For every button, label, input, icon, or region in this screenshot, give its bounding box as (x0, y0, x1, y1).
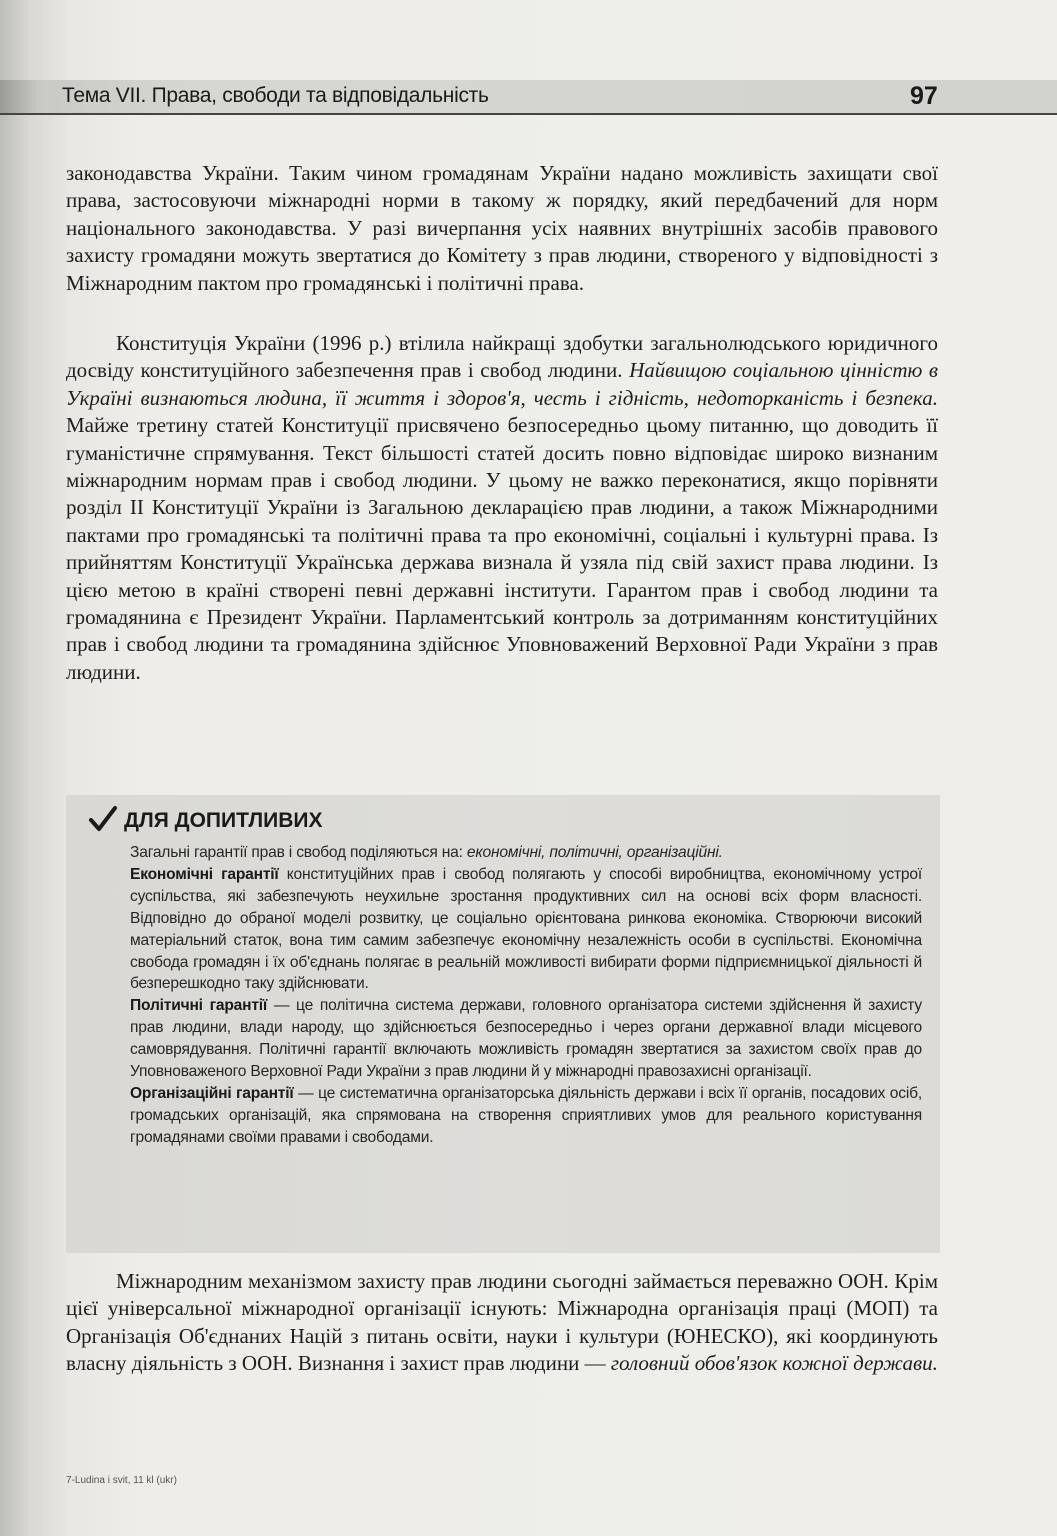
sidebar-political (130, 995, 922, 1083)
sidebar-heading-text: ДЛЯ ДОПИТЛИВИХ (124, 809, 323, 832)
constitution-part1: Конституція України (1996 р.) втілила найкращі здобутки загальнолюдського юридичного досвіду конституційного забезпечення прав і свобод людини. (66, 331, 938, 383)
constitution-italic: Найвищою соціальною цінністю в Україні визнаються людина, її життя і здоров'я, честь і гідність, недоторканість і безпека. (66, 358, 938, 410)
constitution-part2: Майже третину статей Конституції присвячено безпосередньо цьому питанню, що доводить її гуманістичне спрямування. Текст більшості статей досить повно відповідає широко визнаним міжнародним нормам прав і свобод людини. У цьому не важко переконатися, якщо порівняти розділ II Конституції України із Загальною декларацією прав людини, а також Міжнародними пактами про громадянські та політичні права та про економічні, соціальні і культурні права. Із прийняттям Конституції Українська держава визнала й узяла під свій захист права людини. Із цією метою в країні створені певні державні інститути. Гарантом прав і свобод людини та громадянина є Президент України. Парламентський контроль за дотриманням конституційних прав і свобод людини та громадянина здійснює Уповноважений Верховної Ради України з прав людини. (66, 413, 938, 684)
chapter-title: Тема VII. Права, свободи та відповідальність (62, 84, 489, 107)
sidebar-heading (88, 805, 323, 833)
organizational-text: — це систематична організаторська діяльність держави і всіх її органів, посадових осіб, громадських організацій, яка спрямована на створення сприятливих умов для реального користування громадянами своїми правами і свободами. (130, 1084, 922, 1146)
closing-text (66, 1268, 938, 1378)
closing-body: Міжнародним механізмом захисту прав людини сьогодні займається переважно ООН. Крім цієї універсальної міжнародної організації існують: Міжнародна організація праці (МОП) та Організація Об'єднаних Націй з питань освіти, науки і культури (ЮНЕСКО), які координують власну діяльність з ООН. Визнання і захист прав людини — (66, 1269, 938, 1376)
sidebar-intro (130, 842, 922, 864)
organizational-term: Організаційні гарантії (130, 1084, 294, 1102)
intro-text: законодавства України. Таким чином громадянам України надано можливість захищати свої права, застосовуючи міжнародні норми в такому ж порядку, який передбачений для норм національного законодавства. У разі вичерпання усіх наявних внутрішніх засобів правового захисту громадяни можуть звертатися до Комітету з прав людини, створеного у відповідності з Міжнародним пактом про громадянські і політичні права. (66, 161, 938, 295)
check-icon (88, 805, 118, 833)
closing-italic: головний обов'язок кожної держави. (610, 1351, 938, 1376)
economic-term: Економічні гарантії (130, 865, 279, 883)
closing-paragraph (66, 1268, 938, 1378)
sidebar-intro-italic: економічні, політичні, організаційні. (466, 844, 723, 861)
sidebar-organizational (130, 1083, 922, 1149)
intro-paragraph (66, 160, 938, 297)
political-text: — це політична система держави, головного організатора системи здійснення й захисту прав людини, влади народу, що здійснюється безпосередньо і через органи державної влади місцевого самоврядування. Політичні гарантії включають можливість громадян звертатися за захистом своїх прав до Уповноваженого Верховної Ради України з прав людини й у міжнародні правозахисні організації. (130, 997, 922, 1081)
sidebar-economic (130, 864, 922, 995)
sidebar-intro-text: Загальні гарантії прав і свобод поділяються на: (130, 844, 467, 861)
constitution-text (66, 330, 938, 686)
footer-note: 7-Ludina i svit, 11 kl (ukr) (66, 1475, 177, 1486)
page-number: 97 (910, 82, 938, 110)
header-rule (0, 113, 1057, 115)
constitution-paragraph (66, 330, 938, 686)
economic-text: конституційних прав і свобод полягають у способі виробництва, економічному устрої суспільства, які забезпечують неухильне зростання продуктивних сил на основі всіх форм власності. Відповідно до обраної моделі розвитку, це соціально орієнтована ринкова економіка. Створюючи високий матеріальний статок, вона тим самим забезпечує економічну незалежність особи в суспільстві. Економічна свобода громадян і їх об'єднань полягає в реальній можливості вибирати форми підприємницької діяльності й безперешкодно таку здійснювати. (130, 865, 923, 993)
political-term: Політичні гарантії (130, 997, 268, 1015)
sidebar-box (66, 795, 940, 1253)
sidebar-body (130, 842, 922, 1149)
running-header (0, 80, 1057, 118)
